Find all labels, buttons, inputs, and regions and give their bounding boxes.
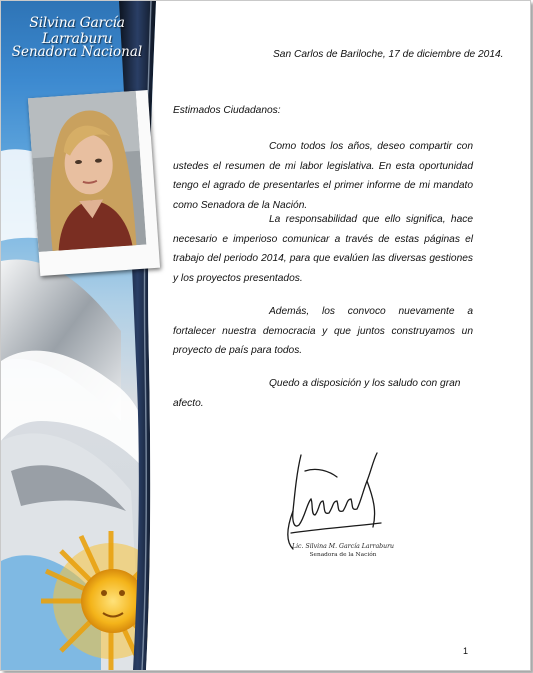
portrait-photo: [28, 90, 160, 276]
letter-greeting: Estimados Ciudadanos:: [173, 105, 281, 116]
letter-date: San Carlos de Bariloche, 17 de diciembre de 2014.: [273, 49, 504, 60]
letter-paragraph: Además, los convoco nuevamente a fortalecer nuestra democracia y que juntos construyamos un proyecto de país para todos.: [173, 306, 473, 356]
senator-name: Silvina García Larraburu: [29, 15, 125, 47]
letter-paragraph: Como todos los años, deseo compartir con ustedes el resumen de mi labor legislativa. En esta oportunidad tengo el agrado de presentarles el primer informe de mi mandato como Senadora de la Nación.: [173, 141, 473, 211]
signature-name: Lic. Silvina M. García Larraburu: [291, 543, 395, 550]
page-number: 1: [462, 646, 468, 656]
signature-title: Senadora de la Nación: [309, 552, 377, 558]
letter-paragraph: La responsabilidad que ello significa, hace necesario e imperioso comunicar a través de estas páginas el trabajo del periodo 2014, para que evalúen las diversas gestiones y los proyectos presentados.: [173, 214, 473, 284]
senator-role: Senadora Nacional: [11, 44, 143, 60]
flag-sidebar: [1, 1, 169, 670]
letter-closing: Quedo a disposición y los saludo con gran afecto.: [173, 378, 461, 409]
portrait-image: [28, 91, 146, 252]
